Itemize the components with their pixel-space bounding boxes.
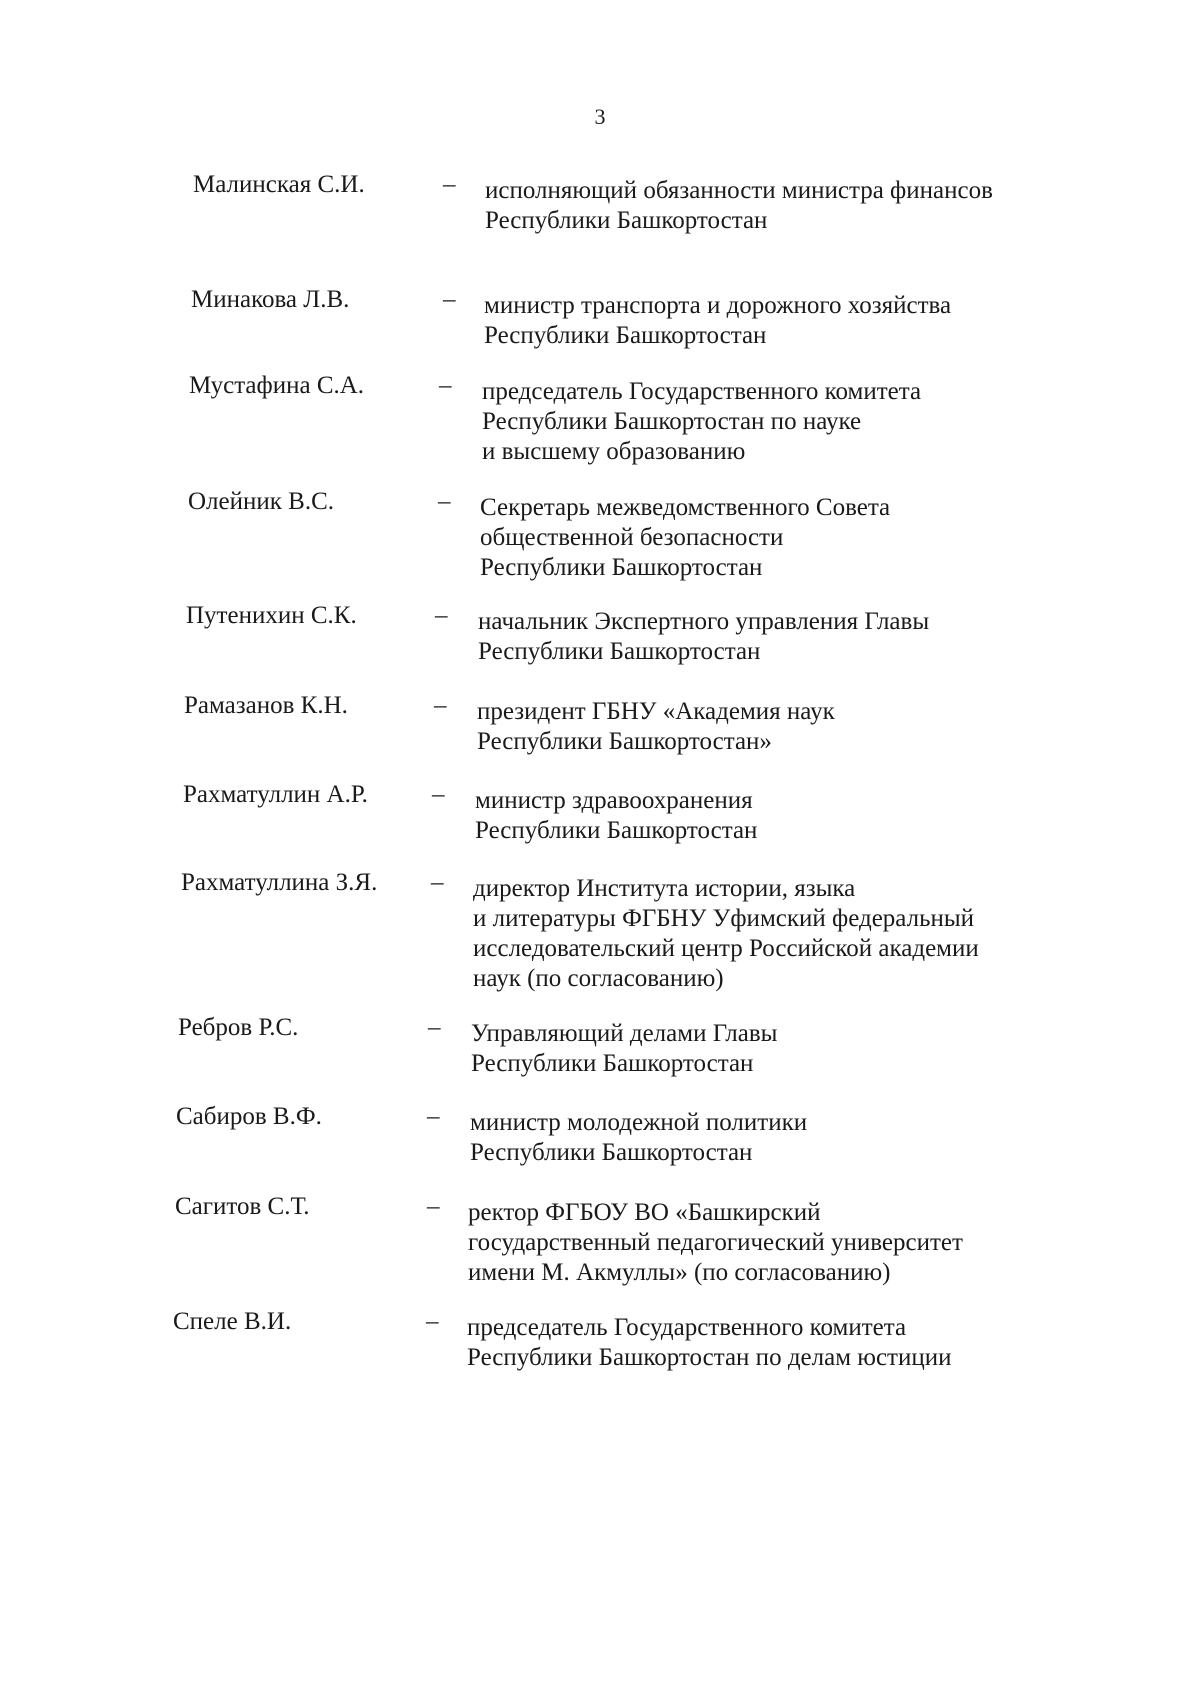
- separator-dash: –: [438, 488, 451, 515]
- separator-dash: –: [428, 1014, 441, 1041]
- position-line: министр здравоохранения: [475, 787, 753, 814]
- member-name: Олейник В.С.: [188, 488, 335, 515]
- member-position: [475, 786, 757, 846]
- position-line: ректор ФГБОУ ВО «Башкирский: [468, 1199, 821, 1226]
- position-line: министр молодежной политики: [470, 1109, 808, 1136]
- position-line: исполняющий обязанности министра финансов: [485, 177, 993, 204]
- separator-dash: –: [434, 692, 447, 719]
- separator-dash: –: [427, 1193, 440, 1220]
- position-line: имени М. Акмуллы» (по согласованию): [468, 1259, 891, 1286]
- position-line: Республики Башкортостан по делам юстиции: [467, 1344, 952, 1371]
- separator-dash: –: [426, 1308, 439, 1335]
- position-line: наук (по согласованию): [473, 965, 724, 992]
- position-line: Республики Башкортостан: [470, 1139, 753, 1166]
- position-line: председатель Государственного комитета: [467, 1314, 907, 1341]
- separator-dash: –: [439, 372, 452, 399]
- position-line: общественной безопасности: [480, 524, 784, 551]
- member-name: Минакова Л.В.: [191, 286, 350, 313]
- member-position: [482, 377, 921, 467]
- member-name: Малинская С.И.: [193, 171, 365, 198]
- position-line: Республики Башкортостан»: [477, 728, 772, 755]
- member-name: Спеле В.И.: [173, 1308, 292, 1335]
- separator-dash: –: [432, 781, 445, 808]
- separator-dash: –: [431, 869, 444, 896]
- member-name: Сабиров В.Ф.: [176, 1103, 322, 1130]
- separator-dash: –: [435, 602, 448, 629]
- position-line: Республики Башкортостан: [478, 638, 761, 665]
- position-line: министр транспорта и дорожного хозяйства: [484, 292, 952, 319]
- position-line: Республики Башкортостан: [480, 554, 763, 581]
- member-position: [473, 874, 979, 994]
- position-line: Управляющий делами Главы: [471, 1020, 778, 1047]
- position-line: директор Института истории, языка: [473, 875, 856, 902]
- separator-dash: –: [427, 1103, 440, 1130]
- position-line: Республики Башкортостан по науке: [482, 408, 862, 435]
- position-line: исследовательский центр Российской академии: [473, 935, 979, 962]
- page-number: 3: [594, 104, 606, 129]
- position-line: государственный педагогический университет: [468, 1229, 963, 1256]
- member-position: [471, 1019, 777, 1079]
- member-name: Рахматуллин А.Р.: [183, 781, 368, 808]
- position-line: и высшему образованию: [482, 438, 746, 465]
- position-line: Республики Башкортостан: [484, 322, 767, 349]
- member-position: [477, 697, 835, 757]
- member-position: [467, 1313, 952, 1373]
- position-line: председатель Государственного комитета: [482, 378, 922, 405]
- member-name: Мустафина С.А.: [189, 372, 365, 399]
- member-name: Сагитов С.Т.: [175, 1193, 310, 1220]
- member-position: [484, 291, 951, 351]
- position-line: Секретарь межведомственного Совета: [480, 494, 891, 521]
- member-position: [468, 1198, 963, 1288]
- member-position: [485, 176, 993, 236]
- position-line: президент ГБНУ «Академия наук: [477, 698, 835, 725]
- separator-dash: –: [443, 286, 456, 313]
- member-position: [480, 493, 890, 583]
- member-name: Путенихин С.К.: [186, 602, 357, 629]
- position-line: Республики Башкортостан: [485, 207, 768, 234]
- position-line: начальник Экспертного управления Главы: [478, 608, 930, 635]
- position-line: Республики Башкортостан: [471, 1050, 754, 1077]
- position-line: Республики Башкортостан: [475, 817, 758, 844]
- member-name: Рамазанов К.Н.: [184, 692, 348, 719]
- separator-dash: –: [443, 171, 456, 198]
- member-name: Рахматуллина З.Я.: [181, 869, 378, 896]
- member-position: [470, 1108, 807, 1168]
- member-position: [478, 607, 929, 667]
- member-name: Ребров Р.С.: [178, 1014, 299, 1041]
- position-line: и литературы ФГБНУ Уфимский федеральный: [473, 905, 975, 932]
